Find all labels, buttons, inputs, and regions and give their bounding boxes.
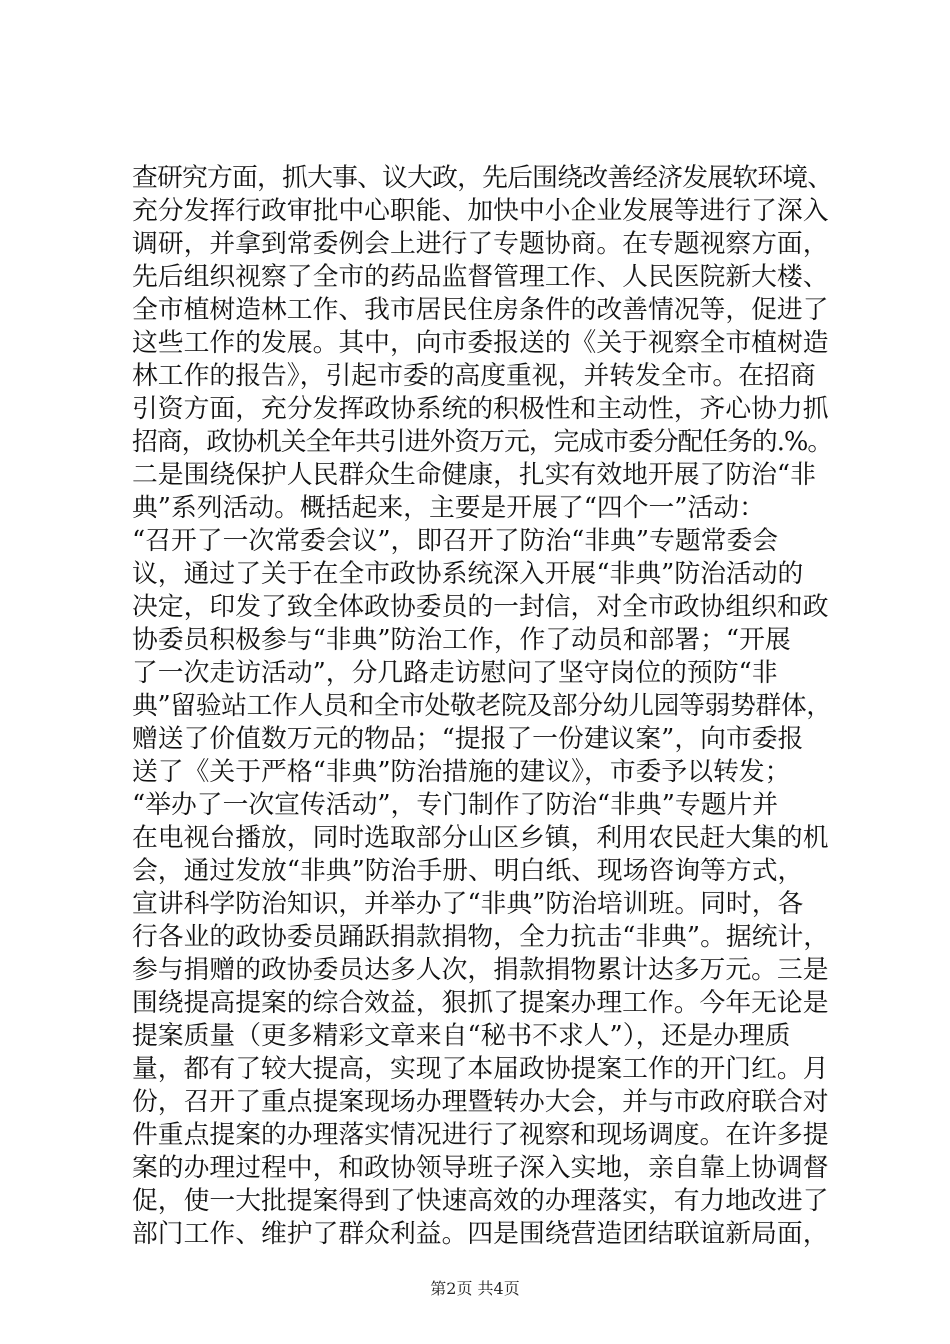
text-line: 会，通过发放“非典”防治手册、明白纸、现场咨询等方式， <box>132 856 804 886</box>
text-line: “召开了一次常委会议”，即召开了防治“非典”专题常委会 <box>132 526 779 556</box>
text-line: 先后组织视察了全市的药品监督管理工作、人民医院新大楼、 <box>132 262 829 292</box>
text-line: 典”系列活动。概括起来，主要是开展了“四个一”活动： <box>132 493 765 523</box>
text-line: “举办了一次宣传活动”，专门制作了防治“非典”专题片并 <box>132 790 779 820</box>
text-line: 林工作的报告》，引起市委的高度重视，并转发全市。在招商 <box>132 361 816 391</box>
text-line: 招商，政协机关全年共引进外资万元，完成市委分配任务的.%。 <box>132 427 832 457</box>
text-line: 充分发挥行政审批中心职能、加快中小企业发展等进行了深入 <box>132 196 829 226</box>
text-line: 引资方面，充分发挥政协系统的积极性和主动性，齐心协力抓 <box>132 394 829 424</box>
page-footer-indicator: 第2页 共4页 <box>430 1279 520 1298</box>
text-line: 参与捐赠的政协委员达多人次，捐款捐物累计达多万元。三是 <box>132 955 829 985</box>
text-line: 促，使一大批提案得到了快速高效的办理落实，有力地改进了 <box>132 1186 829 1216</box>
text-line: 份，召开了重点提案现场办理暨转办大会，并与市政府联合对 <box>132 1087 829 1117</box>
text-line: 决定，印发了致全体政协委员的一封信，对全市政协组织和政 <box>132 592 829 622</box>
text-line: 典”留验站工作人员和全市处敬老院及部分幼儿园等弱势群体， <box>132 691 832 721</box>
text-line: 了一次走访活动”，分几路走访慰问了坚守岗位的预防“非 <box>132 658 778 688</box>
text-line: 件重点提案的办理落实情况进行了视察和现场调度。在许多提 <box>132 1120 829 1150</box>
text-line: 围绕提高提案的综合效益，狠抓了提案办理工作。今年无论是 <box>132 988 829 1018</box>
text-line: 送了《关于严格“非典”防治措施的建议》，市委予以转发； <box>132 757 791 787</box>
text-line: 二是围绕保护人民群众生命健康，扎实有效地开展了防治“非 <box>132 460 816 490</box>
text-line: 调研，并拿到常委例会上进行了专题协商。在专题视察方面， <box>132 229 829 259</box>
text-line: 量，都有了较大提高，实现了本届政协提案工作的开门红。月 <box>132 1054 829 1084</box>
text-line: 全市植树造林工作、我市居民住房条件的改善情况等，促进了 <box>132 295 829 325</box>
text-line: 在电视台播放，同时选取部分山区乡镇，利用农民赶大集的机 <box>132 823 829 853</box>
text-line: 协委员积极参与“非典”防治工作，作了动员和部署；“开展 <box>132 625 791 655</box>
text-line: 行各业的政协委员踊跃捐款捐物，全力抗击“非典”。据统计， <box>132 922 830 952</box>
text-line: 宣讲科学防治知识，并举办了“非典”防治培训班。同时，各 <box>132 889 804 919</box>
text-line: 提案质量（更多精彩文章来自“秘书不求人”），还是办理质 <box>132 1021 791 1051</box>
body-paragraph <box>132 162 832 1251</box>
text-line: 赠送了价值数万元的物品；“提报了一份建议案”，向市委报 <box>132 724 804 754</box>
text-line: 案的办理过程中，和政协领导班子深入实地，亲自靠上协调督 <box>132 1153 829 1183</box>
text-line: 议，通过了关于在全市政协系统深入开展“非典”防治活动的 <box>132 559 804 589</box>
text-line: 这些工作的发展。其中，向市委报送的《关于视察全市植树造 <box>132 328 829 358</box>
text-line: 查研究方面，抓大事、议大政，先后围绕改善经济发展软环境、 <box>132 163 832 193</box>
text-line: 部门工作、维护了群众利益。四是围绕营造团结联谊新局面， <box>132 1219 829 1249</box>
